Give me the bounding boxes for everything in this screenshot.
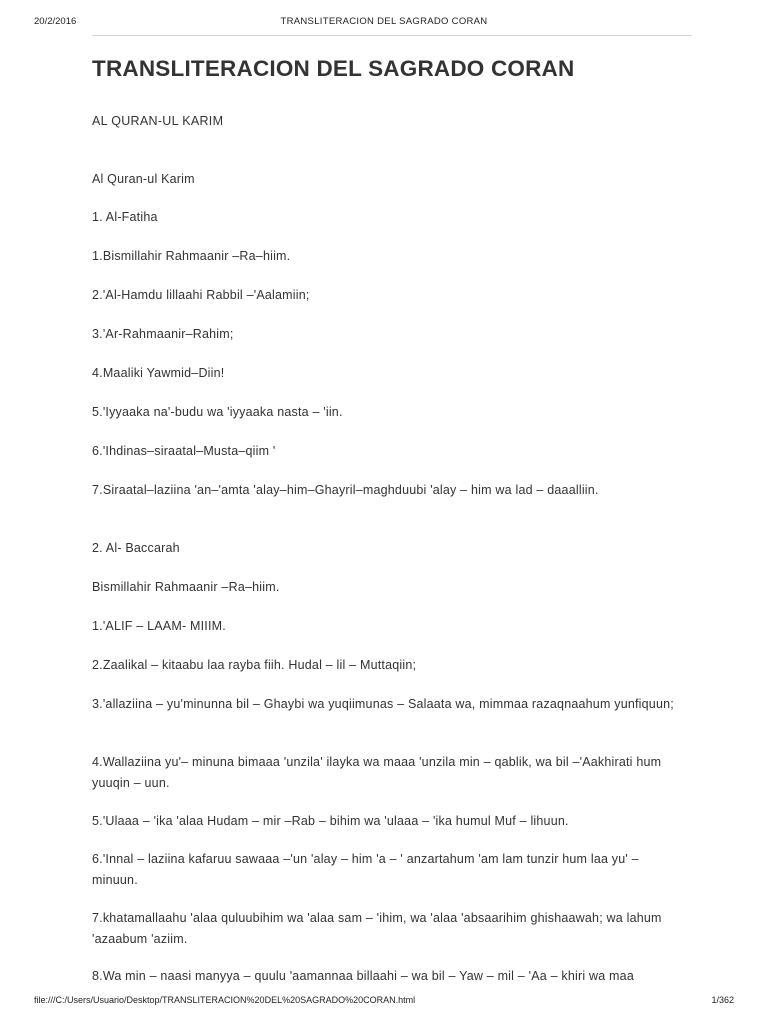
print-header [0,16,768,32]
verse-line: 7.Siraatal–laziina 'an–'amta 'alay–him–Ghayril–maghduubi 'alay – him wa lad – daaalliin. [92,483,599,497]
surah-heading-fatiha: 1. Al-Fatiha [92,210,158,224]
verse-line: 5.'Ulaaa – 'ika 'alaa Hudam – mir –Rab – bihim wa 'ulaaa – 'ika humul Muf – lihuun. [92,814,569,828]
verse-line: 8.Wa min – naasi manyya – quulu 'aamannaa billaahi – wa bil – Yaw – mil – 'Aa – khiri wa maa [92,969,634,983]
document-subtitle: AL QURAN-UL KARIM [92,114,224,128]
verse-line: Bismillahir Rahmaanir –Ra–hiim. [92,580,280,594]
print-header-title: TRANSLITERACION DEL SAGRADO CORAN [280,16,488,27]
verse-line: 4.Maaliki Yawmid–Diin! [92,366,225,380]
verse-line: 2.Zaalikal – kitaabu laa rayba fiih. Hudal – lil – Muttaqiin; [92,658,417,672]
verse-line: 6.'Innal – laziina kafaruu sawaaa –'un 'alay – him 'a – ' anzartahum 'am lam tunzir hum laa yu' – minuun. [92,852,639,887]
print-date: 20/2/2016 [34,16,77,27]
verse-line: 5.'Iyyaaka na'-budu wa 'iyyaaka nasta – 'iin. [92,405,343,419]
verse-line: 7.khatamallaahu 'alaa quluubihim wa 'alaa sam – 'ihim, wa 'alaa 'absaarihim ghishaawah; wa lahum 'azaabum 'aziim. [92,911,662,946]
paragraph-quran-title: Al Quran-ul Karim [92,172,195,186]
file-path: file:///C:/Users/Usuario/Desktop/TRANSLITERACION%20DEL%20SAGRADO%20CORAN.html [34,995,416,1005]
header-divider [92,35,692,36]
document-title: TRANSLITERACION DEL SAGRADO CORAN [92,56,575,81]
verse-line: 2.'Al-Hamdu lillaahi Rabbil –'Aalamiin; [92,288,310,302]
page-indicator: 1/362 [711,995,734,1005]
surah-heading-baccarah: 2. Al- Baccarah [92,541,180,555]
verse-line: 3.'Ar-Rahmaanir–Rahim; [92,327,234,341]
verse-line: 1.Bismillahir Rahmaanir –Ra–hiim. [92,249,291,263]
verse-line: 4.Wallaziina yu'– minuna bimaaa 'unzila' ilayka wa maaa 'unzila min – qablik, wa bil –'Aakhirati hum yuuqin – uun. [92,755,662,790]
verse-line: 6.'Ihdinas–siraatal–Musta–qiim ' [92,444,276,458]
verse-line: 3.'allaziina – yu'minunna bil – Ghaybi wa yuqiimunas – Salaata wa, mimmaa razaqnaahum yunfiquun; [92,697,674,711]
verse-line: 1.'ALIF – LAAM- MIIIM. [92,619,226,633]
print-footer [0,995,768,1009]
document-body [92,55,682,983]
